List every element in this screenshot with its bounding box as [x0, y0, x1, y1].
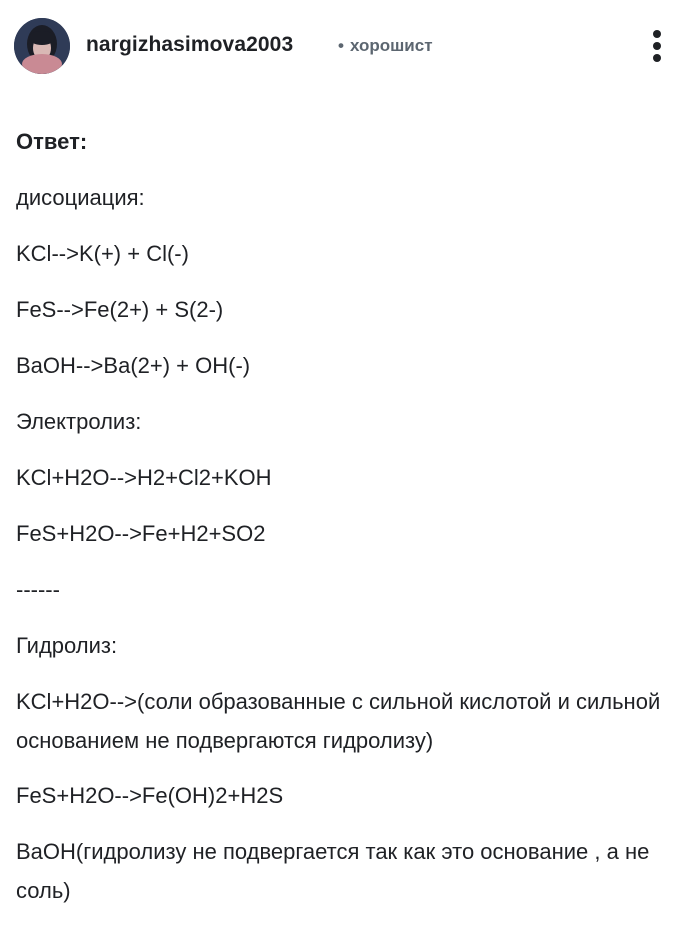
more-vertical-icon-dot	[653, 54, 661, 62]
answer-line: BaOH-->Ba(2+) + OH(-)	[16, 353, 251, 378]
user-avatar-icon	[14, 18, 70, 74]
rank-separator: •	[338, 36, 344, 55]
author-rank	[338, 36, 433, 56]
avatar[interactable]	[14, 18, 70, 74]
author-username[interactable]: nargizhasimova2003	[86, 33, 294, 56]
answer-content	[16, 122, 676, 926]
more-vertical-icon-dot	[653, 42, 661, 50]
answer-line: KCl+H2O-->(соли образованные с сильной кислотой и сильной основанием не подвергаются гидролизу)	[16, 689, 667, 753]
answer-line: FeS+H2O-->Fe+H2+SO2	[16, 521, 266, 546]
answer-line: KCl-->K(+) + Cl(-)	[16, 241, 189, 266]
answer-line: ------	[16, 577, 60, 602]
answer-line: Электролиз:	[16, 409, 142, 434]
answer-line: дисоциация:	[16, 185, 145, 210]
answer-line: FeS-->Fe(2+) + S(2-)	[16, 297, 224, 322]
answer-title: Ответ:	[16, 129, 88, 154]
more-vertical-icon	[653, 30, 661, 38]
answer-header	[0, 0, 691, 92]
answer-line: BaOH(гидролизу не подвергается так как это основание , а не соль)	[16, 839, 656, 903]
answer-line: FeS+H2O-->Fe(OH)2+H2S	[16, 783, 284, 808]
answer-line: Гидролиз:	[16, 633, 118, 658]
more-options-button[interactable]	[640, 24, 674, 68]
rank-label: хорошист	[349, 36, 433, 55]
answer-line: KCl+H2O-->H2+Cl2+KOH	[16, 465, 272, 490]
